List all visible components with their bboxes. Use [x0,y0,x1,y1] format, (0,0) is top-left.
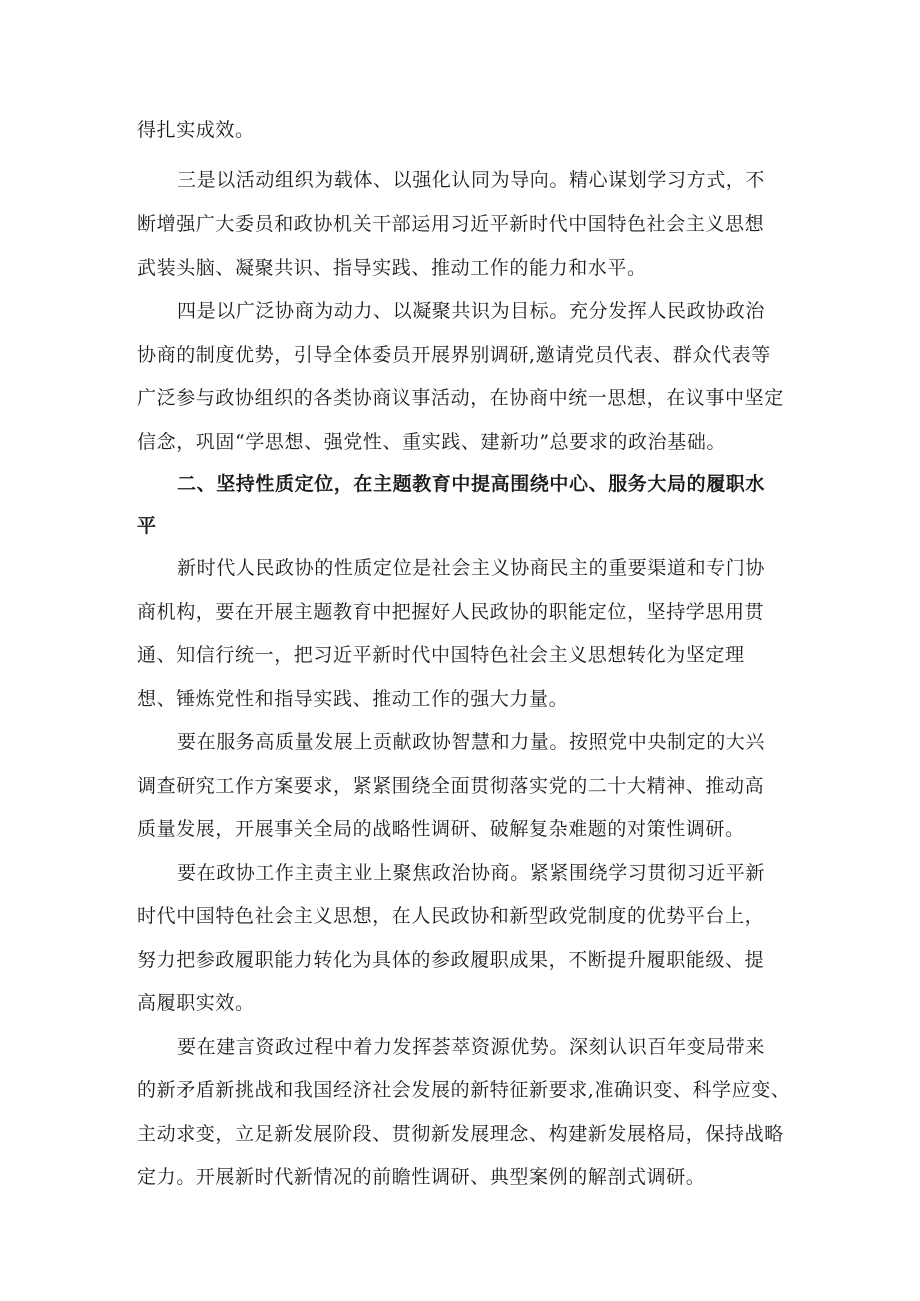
paragraph-line: 断增强广大委员和政协机关干部运用习近平新时代中国特色社会主义思想 [137,213,765,235]
section-heading: 平 [137,515,157,537]
paragraph-line: 定力。开展新时代新情况的前瞻性调研、典型案例的解剖式调研。 [137,1166,706,1188]
paragraph-line: 时代中国特色社会主义思想，在人民政协和新型政党制度的优势平台上， [137,905,765,927]
paragraph-line: 信念，巩固“学思想、强党性、重实践、建新功”总要求的政治基础。 [137,431,727,453]
paragraph-line: 要在政协工作主责主业上聚焦政治协商。紧紧围绕学习贯彻习近平新 [177,862,766,884]
paragraph-line: 四是以广泛协商为动力、以凝聚共识为目标。充分发挥人民政协政治 [177,300,766,322]
paragraph-line: 主动求变，立足新发展阶段、贯彻新发展理念、构建新发展格局，保持战略 [137,1123,784,1145]
paragraph-line: 武装头脑、凝聚共识、指导实践、推动工作的能力和水平。 [137,257,647,279]
paragraph-line: 新时代人民政协的性质定位是社会主义协商民主的重要渠道和专门协 [177,557,766,579]
paragraph-line: 协商的制度优势，引导全体委员开展界别调研,邀请党员代表、群众代表等 [137,344,771,366]
section-heading: 二、坚持性质定位，在主题教育中提高围绕中心、服务大局的履职水 [177,473,766,495]
paragraph-line: 广泛参与政协组织的各类协商议事活动，在协商中统一思想，在议事中坚定 [137,387,784,409]
paragraph-line: 高履职实效。 [137,992,255,1014]
paragraph-line: 要在建言资政过程中着力发挥荟萃资源优势。深刻认识百年变局带来 [177,1036,766,1058]
paragraph-line: 得扎实成效。 [137,119,255,141]
paragraph-line: 调查研究工作方案要求，紧紧围绕全面贯彻落实党的二十大精神、推动高 [137,775,765,797]
paragraph-line: 要在服务高质量发展上贡献政协智慧和力量。按照党中央制定的大兴 [177,731,766,753]
paragraph-line: 努力把参政履职能力转化为具体的参政履职成果，不断提升履职能级、提 [137,949,765,971]
paragraph-line: 三是以活动组织为载体、以强化认同为导向。精心谋划学习方式，不 [177,169,766,191]
paragraph-line: 的新矛盾新挑战和我国经济社会发展的新特征新要求,准确识变、科学应变、 [137,1079,791,1101]
paragraph-line: 想、锤炼党性和指导实践、推动工作的强大力量。 [137,688,569,710]
paragraph-line: 商机构，要在开展主题教育中把握好人民政协的职能定位，坚持学思用贯 [137,601,765,623]
paragraph-line: 通、知信行统一，把习近平新时代中国特色社会主义思想转化为坚定理 [137,644,745,666]
paragraph-line: 质量发展，开展事关全局的战略性调研、破解复杂难题的对策性调研。 [137,818,745,840]
